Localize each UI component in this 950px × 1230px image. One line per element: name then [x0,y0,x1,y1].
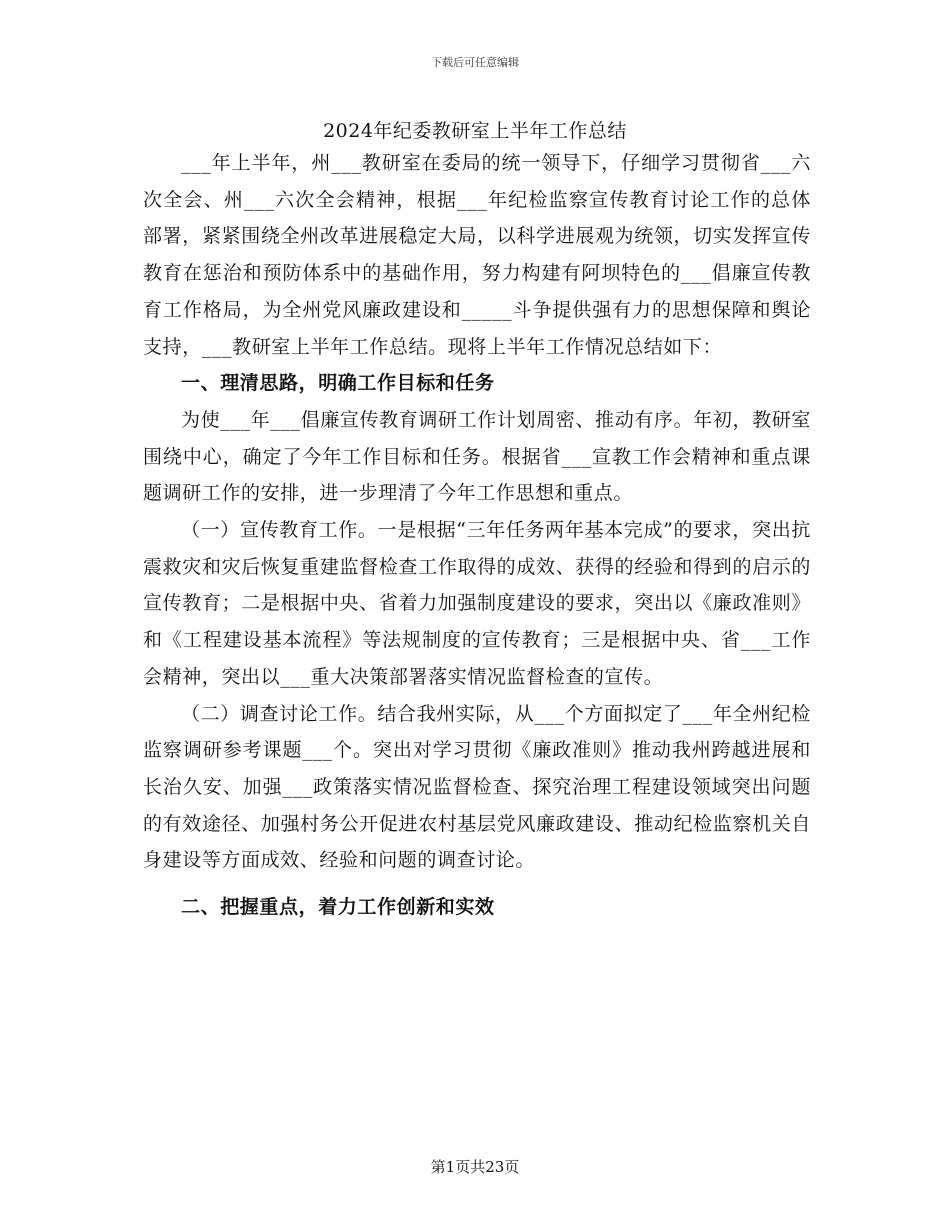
intro-paragraph: ___年上半年，州___教研室在委局的统一领导下，仔细学习贯彻省___六次全会、州___六次全会精神，根据___年纪检监察宣传教育讨论工作的总体部署，紧紧围绕全州改革进展稳定大局，以科学进展观为统领，切实发挥宣传教育在惩治和预防体系中的基础作用，努力构建有阿坝特色的___倡廉宣传教育工作格局，为全州党风廉政建设和_____斗争提供强有力的思想保障和舆论支持，___教研室上半年工作总结。现将上半年工作情况总结如下： [143,152,811,358]
document-title: 2024年纪委教研室上半年工作总结 [323,120,627,142]
paragraph-2: （一）宣传教育工作。一是根据“三年任务两年基本完成”的要求，突出抗震救灾和灾后恢复重建监督检查工作取得的成效、获得的经验和得到的启示的宣传教育；二是根据中央、省着力加强制度建设的要求，突出以《廉政准则》和《工程建设基本流程》等法规制度的宣传教育；三是根据中央、省___工作会精神，突出以___重大决策部署落实情况监督检查的宣传。 [143,519,811,688]
section-heading-1: 一、理清思路，明确工作目标和任务 [181,372,495,395]
document-body [143,145,811,926]
paragraph-3: （二）调查讨论工作。结合我州实际，从___个方面拟定了___年全州纪检监察调研参考课题___个。突出对学习贯彻《廉政准则》推动我州跨越进展和长治久安、加强___政策落实情况监督检查、探究治理工程建设领域突出问题的有效途径、加强村务公开促进农村基层党风廉政建设、推动纪检监察机关自身建设等方面成效、经验和问题的调查讨论。 [143,702,811,872]
header-note: 下载后可任意编辑 [431,56,519,69]
paragraph-1: 为使___年___倡廉宣传教育调研工作计划周密、推动有序。年初，教研室围绕中心，确定了今年工作目标和任务。根据省___宣教工作会精神和重点课题调研工作的安排，进一步理清了今年工作思想和重点。 [143,408,811,505]
section-heading-2: 二、把握重点，着力工作创新和实效 [181,896,495,919]
page-footer: 第1页共23页 [430,1158,520,1176]
